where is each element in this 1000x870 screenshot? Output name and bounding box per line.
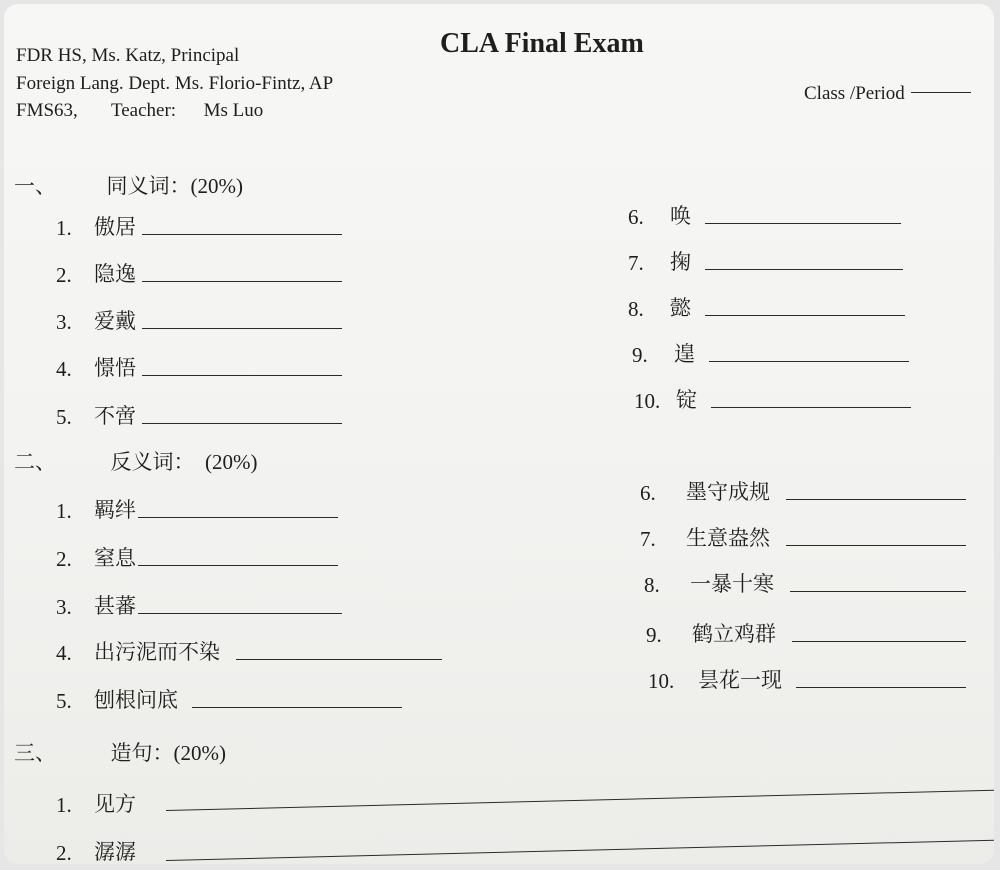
- item-word: 墨守成规: [686, 480, 770, 504]
- section1-item-10: [634, 384, 911, 414]
- section2-marker: 二、: [14, 450, 56, 474]
- section2-item-10: [648, 664, 966, 694]
- section1-item-2: [56, 258, 342, 288]
- answer-blank[interactable]: [705, 268, 903, 270]
- item-word: 昙花一现: [698, 668, 782, 692]
- section3-item-1: [56, 788, 136, 818]
- item-word: 憬悟: [94, 356, 136, 380]
- item-word: 不啻: [94, 404, 136, 428]
- section1-marker: 一、: [14, 174, 56, 198]
- section2-item-8: [644, 568, 966, 598]
- item-number: 10.: [634, 389, 661, 413]
- answer-blank[interactable]: [796, 686, 966, 688]
- item-number: 1.: [56, 499, 72, 523]
- item-word: 出污泥而不染: [94, 640, 220, 664]
- item-word: 锭: [676, 388, 697, 412]
- section1-item-8: [628, 292, 905, 322]
- item-number: 2.: [56, 547, 72, 571]
- item-number: 7.: [628, 251, 644, 275]
- section2-title: 反义词： (20%): [110, 450, 258, 474]
- item-word: 见方: [94, 792, 136, 816]
- item-number: 3.: [56, 310, 72, 334]
- answer-blank[interactable]: [709, 360, 909, 362]
- answer-blank[interactable]: [142, 327, 342, 329]
- section2-item-2: [56, 542, 338, 572]
- item-word: 一暴十寒: [690, 572, 774, 596]
- section1-item-3: [56, 305, 342, 335]
- section1-item-1: [56, 211, 342, 241]
- item-word: 爱戴: [94, 309, 136, 333]
- answer-blank[interactable]: [138, 564, 338, 566]
- item-word: 遑: [674, 342, 695, 366]
- answer-blank[interactable]: [711, 406, 911, 408]
- exam-paper: [4, 4, 994, 864]
- section2-item-5: [56, 684, 402, 714]
- item-number: 8.: [644, 573, 660, 597]
- section1-item-4: [56, 352, 342, 382]
- teacher-label: Teacher:: [110, 100, 177, 121]
- item-word: 刨根问底: [94, 688, 178, 712]
- item-word: 唤: [670, 204, 691, 228]
- item-word: 生意盎然: [686, 526, 770, 550]
- answer-blank[interactable]: [705, 222, 901, 224]
- header-line-school: FDR HS, Ms. Katz, Principal: [16, 45, 240, 66]
- item-number: 3.: [56, 595, 72, 619]
- section1-item-5: [56, 400, 342, 430]
- class-period-label: Class /Period: [804, 83, 905, 104]
- item-word: 羁绊: [94, 498, 136, 522]
- item-number: 1.: [56, 216, 72, 240]
- section2-item-9: [646, 618, 966, 648]
- section3-item-2: [56, 836, 136, 864]
- item-word: 窒息: [94, 546, 136, 570]
- item-word: 甚蕃: [94, 594, 136, 618]
- header-line-teacher: [16, 99, 263, 123]
- item-number: 5.: [56, 689, 72, 713]
- answer-blank[interactable]: [142, 233, 342, 235]
- item-number: 6.: [628, 205, 644, 229]
- answer-blank[interactable]: [142, 280, 342, 282]
- class-period-blank[interactable]: [911, 91, 971, 93]
- item-number: 4.: [56, 641, 72, 665]
- section1-title: 同义词：(20%): [106, 174, 243, 198]
- exam-title: CLA Final Exam: [440, 28, 644, 59]
- answer-blank[interactable]: [786, 498, 966, 500]
- item-number: 10.: [648, 669, 675, 693]
- item-number: 4.: [56, 357, 72, 381]
- answer-blank[interactable]: [786, 544, 966, 546]
- item-number: 2.: [56, 841, 72, 864]
- item-number: 7.: [640, 527, 656, 551]
- answer-blank[interactable]: [192, 706, 402, 708]
- item-word: 傲居: [94, 215, 136, 239]
- item-word: 鹤立鸡群: [692, 622, 776, 646]
- answer-blank[interactable]: [790, 590, 966, 592]
- section2-item-3: [56, 590, 342, 620]
- item-number: 5.: [56, 405, 72, 429]
- item-number: 6.: [640, 481, 656, 505]
- section2-item-6: [640, 476, 966, 506]
- class-period-field[interactable]: [804, 82, 971, 106]
- section1-header: [14, 170, 243, 200]
- item-word: 掬: [670, 250, 691, 274]
- section1-item-6: [628, 200, 901, 230]
- item-word: 隐逸: [94, 262, 136, 286]
- answer-blank[interactable]: [705, 314, 905, 316]
- section3-title: 造句：(20%): [110, 741, 226, 765]
- answer-blank[interactable]: [142, 422, 342, 424]
- item-word: 懿: [670, 296, 691, 320]
- item-word: 潺潺: [94, 840, 136, 864]
- section3-marker: 三、: [14, 741, 56, 765]
- section1-item-9: [632, 338, 909, 368]
- section2-item-7: [640, 522, 966, 552]
- item-number: 2.: [56, 263, 72, 287]
- item-number: 8.: [628, 297, 644, 321]
- answer-blank[interactable]: [138, 516, 338, 518]
- answer-blank[interactable]: [236, 658, 442, 660]
- answer-blank[interactable]: [142, 374, 342, 376]
- header-line-department: Foreign Lang. Dept. Ms. Florio-Fintz, AP: [16, 73, 334, 94]
- course-code: FMS63,: [16, 100, 78, 121]
- answer-blank[interactable]: [138, 612, 342, 614]
- sentence-line-2[interactable]: [166, 840, 994, 861]
- section2-item-4: [56, 636, 442, 666]
- section2-header: [14, 446, 257, 476]
- section2-item-1: [56, 494, 338, 524]
- item-number: 1.: [56, 793, 72, 817]
- item-number: 9.: [632, 343, 648, 367]
- section1-item-7: [628, 246, 903, 276]
- item-number: 9.: [646, 623, 662, 647]
- answer-blank[interactable]: [792, 640, 966, 642]
- sentence-line-1[interactable]: [166, 790, 994, 811]
- teacher-name: Ms Luo: [203, 100, 264, 121]
- section3-header: [14, 737, 226, 767]
